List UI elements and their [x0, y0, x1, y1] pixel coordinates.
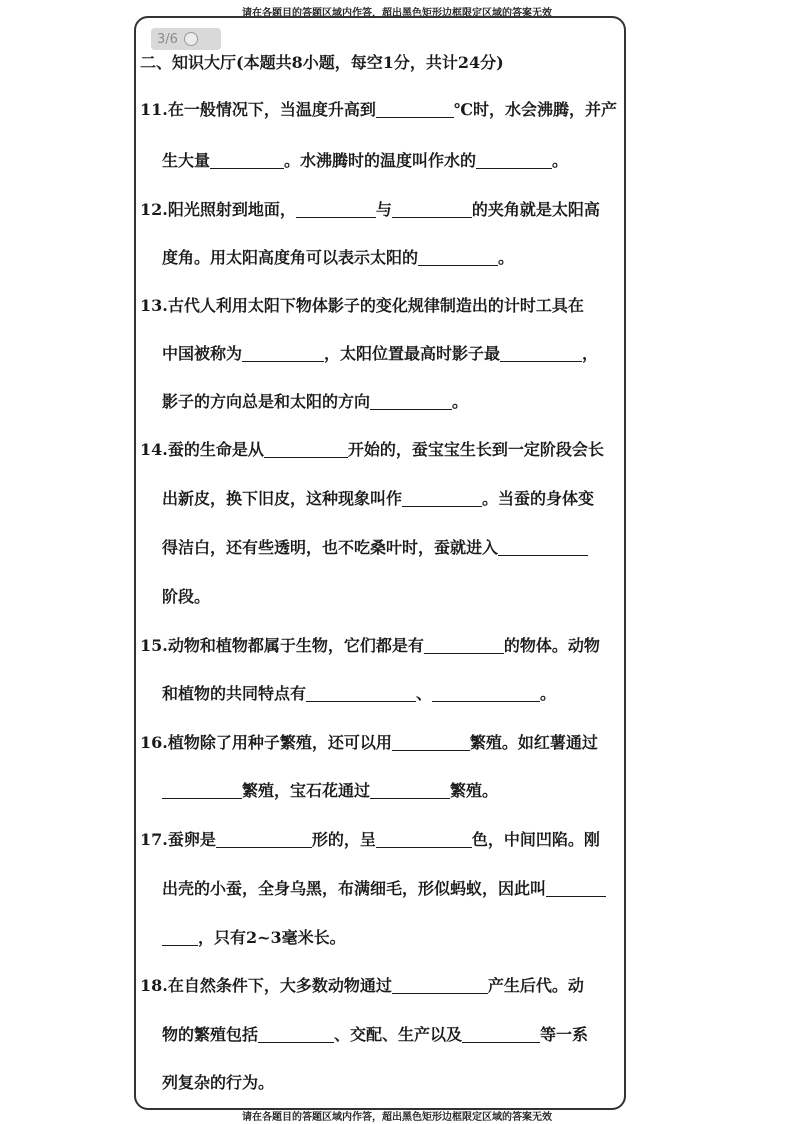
q13-line1: 13.古代人利用太阳下物体影子的变化规律制造出的计时工具在: [140, 296, 584, 315]
answer-blank[interactable]: [500, 345, 582, 362]
q17-line2: 出壳的小蚕，全身乌黑，布满细毛，形似蚂蚁，因此叫: [140, 879, 618, 899]
answer-blank[interactable]: [162, 782, 242, 799]
q18-line3: 列复杂的行为。: [162, 1073, 275, 1092]
answer-blank[interactable]: [392, 734, 470, 751]
q13-line2: 中国被称为 ，太阳位置最高时影子最 ，: [162, 344, 599, 363]
q14-line1: 14.蚕的生命是从 开始的，蚕宝宝生长到一定阶段会长: [140, 440, 604, 459]
q15-line2: 和植物的共同特点有 、 。: [162, 684, 557, 703]
answer-blank[interactable]: [376, 831, 472, 848]
page-number: 3/6: [157, 31, 178, 47]
answer-blank[interactable]: [210, 152, 284, 169]
answer-blank[interactable]: [546, 880, 606, 897]
answer-blank[interactable]: [370, 393, 452, 410]
q14-line4: 阶段。: [162, 587, 211, 606]
q11-line1: 11.在一般情况下，当温度升高到 ℃时，水会沸腾，并产: [140, 100, 618, 119]
answer-area-notice-bottom: 请在各题目的答题区域内作答，超出黑色矩形边框限定区域的答案无效: [242, 1112, 552, 1123]
answer-blank[interactable]: [296, 201, 376, 218]
answer-blank[interactable]: [264, 441, 348, 458]
zoom-icon: [184, 32, 198, 46]
q15-line1: 15.动物和植物都属于生物，它们都是有 的物体。动物: [140, 636, 600, 655]
answer-blank[interactable]: [242, 345, 324, 362]
q18-line2: 物的繁殖包括 、交配、生产以及 等一系: [162, 1025, 589, 1044]
page-indicator: [151, 28, 221, 50]
q12-line1: 12.阳光照射到地面， 与 的夹角就是太阳高: [140, 200, 600, 219]
answer-blank[interactable]: [392, 977, 488, 994]
answer-blank[interactable]: [402, 490, 482, 507]
answer-blank[interactable]: [258, 1026, 334, 1043]
q16-line1: 16.植物除了用种子繁殖，还可以用 繁殖。如红薯通过: [140, 733, 598, 752]
q13-line3: 影子的方向总是和太阳的方向 。: [162, 392, 469, 411]
q14-line2: 出新皮，换下旧皮，这种现象叫作 。当蚕的身体变: [162, 489, 595, 508]
q17-line3: ，只有2~3毫米长。: [140, 928, 618, 948]
answer-blank[interactable]: [424, 637, 504, 654]
answer-blank[interactable]: [418, 249, 498, 266]
answer-blank[interactable]: [216, 831, 312, 848]
answer-blank[interactable]: [462, 1026, 540, 1043]
answer-blank[interactable]: [306, 685, 416, 702]
q14-line3: 得洁白，还有些透明，也不吃桑叶时，蚕就进入: [140, 538, 618, 558]
section-title: 二、知识大厅(本题共8小题，每空1分，共计24分): [140, 53, 504, 72]
answer-blank[interactable]: [432, 685, 540, 702]
q18-line1: 18.在自然条件下，大多数动物通过 产生后代。动: [140, 976, 584, 995]
answer-blank[interactable]: [370, 782, 450, 799]
q11-line2: 生大量 。水沸腾时的温度叫作水的 。: [162, 151, 569, 170]
q16-line2: 繁殖，宝石花通过 繁殖。: [140, 781, 618, 801]
answer-blank[interactable]: [498, 539, 588, 556]
q12-line2: 度角。用太阳高度角可以表示太阳的 。: [162, 248, 515, 267]
q17-line1: 17.蚕卵是 形的，呈 色，中间凹陷。刚: [140, 830, 600, 849]
answer-blank[interactable]: [162, 929, 198, 946]
answer-blank[interactable]: [476, 152, 552, 169]
answer-blank[interactable]: [392, 201, 472, 218]
answer-blank[interactable]: [376, 101, 454, 118]
answer-area-notice-top: 请在各题目的答题区域内作答，超出黑色矩形边框限定区域的答案无效: [242, 8, 552, 19]
